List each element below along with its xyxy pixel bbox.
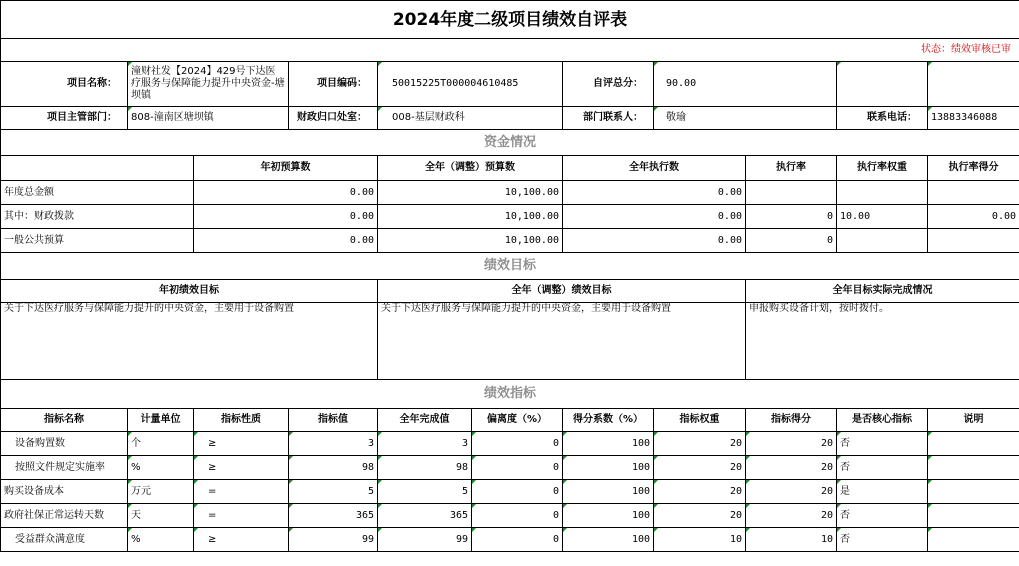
indicator-row [1, 480, 1019, 504]
ind-header-coef: 得分系数（%） [563, 409, 654, 432]
funds-row [1, 181, 1019, 205]
funds-executed[interactable]: 0.00 [563, 229, 746, 253]
project-name-value[interactable]: 潼财社发【2024】429号下达医疗服务与保障能力提升中央资金-塘坝镇 [128, 62, 289, 107]
ind-core[interactable]: 否 [837, 432, 928, 456]
ind-name: 按照文件规定实施率 [1, 456, 128, 480]
ind-header-core: 是否核心指标 [837, 409, 928, 432]
ind-actual[interactable]: 99 [378, 528, 472, 552]
project-code-label: 项目编码： [289, 62, 378, 107]
ind-deviation[interactable]: 0 [472, 456, 563, 480]
ind-weight[interactable]: 20 [654, 456, 746, 480]
funds-initial[interactable]: 0.00 [194, 229, 378, 253]
ind-actual[interactable]: 98 [378, 456, 472, 480]
dept-value[interactable]: 808-潼南区塘坝镇 [128, 107, 289, 130]
funds-weight[interactable] [837, 181, 928, 205]
funds-weight[interactable] [837, 229, 928, 253]
phone-value[interactable]: 13883346088 [928, 107, 1019, 130]
goals-adjusted-text[interactable]: 关于下达医疗服务与保障能力提升的中央资金，主要用于设备购置 [378, 303, 746, 380]
finance-value[interactable]: 008-基层财政科 [378, 107, 563, 130]
contact-value[interactable]: 敬瑜 [654, 107, 837, 130]
funds-row [1, 229, 1019, 253]
funds-row-label: 其中：财政拨款 [1, 205, 194, 229]
ind-core[interactable]: 否 [837, 528, 928, 552]
ind-weight[interactable]: 20 [654, 432, 746, 456]
ind-core[interactable]: 否 [837, 456, 928, 480]
funds-row-label: 一般公共预算 [1, 229, 194, 253]
ind-header-unit: 计量单位 [128, 409, 194, 432]
ind-unit[interactable]: % [128, 456, 194, 480]
dept-label: 项目主管部门： [1, 107, 128, 130]
ind-name: 受益群众满意度 [1, 528, 128, 552]
project-code-value[interactable]: 50015225T000004610485 [378, 62, 563, 107]
ind-nature[interactable]: = [194, 504, 289, 528]
ind-nature[interactable]: ≥ [194, 432, 289, 456]
ind-header-score: 指标得分 [746, 409, 837, 432]
indicator-row [1, 504, 1019, 528]
ind-core[interactable]: 否 [837, 504, 928, 528]
ind-header-target: 指标值 [289, 409, 378, 432]
funds-rate[interactable]: 0 [746, 229, 837, 253]
ind-score[interactable]: 20 [746, 480, 837, 504]
ind-header-weight: 指标权重 [654, 409, 746, 432]
ind-deviation[interactable]: 0 [472, 528, 563, 552]
ind-deviation[interactable]: 0 [472, 504, 563, 528]
funds-row-label: 年度总金额 [1, 181, 194, 205]
indicator-row [1, 456, 1019, 480]
ind-core[interactable]: 是 [837, 480, 928, 504]
ind-weight[interactable]: 20 [654, 504, 746, 528]
ind-coef[interactable]: 100 [563, 480, 654, 504]
ind-nature[interactable]: = [194, 480, 289, 504]
goals-section-title: 绩效目标 [1, 253, 1019, 280]
ind-actual[interactable]: 3 [378, 432, 472, 456]
ind-note[interactable] [928, 480, 1019, 504]
ind-target[interactable]: 365 [289, 504, 378, 528]
funds-executed[interactable]: 0.00 [563, 181, 746, 205]
self-score-label: 自评总分： [563, 62, 654, 107]
project-name-label: 项目名称： [1, 62, 128, 107]
funds-section-title: 资金情况 [1, 130, 1019, 156]
ind-score[interactable]: 10 [746, 528, 837, 552]
ind-weight[interactable]: 10 [654, 528, 746, 552]
funds-score[interactable]: 0.00 [928, 205, 1019, 229]
funds-weight[interactable]: 10.00 [837, 205, 928, 229]
ind-unit[interactable]: 天 [128, 504, 194, 528]
goals-actual-text[interactable]: 申报购买设备计划，按时拨付。 [746, 303, 1019, 380]
goals-header-adjusted: 全年（调整）绩效目标 [378, 280, 746, 303]
ind-header-nature: 指标性质 [194, 409, 289, 432]
indicators-section-title: 绩效指标 [1, 380, 1019, 409]
ind-deviation[interactable]: 0 [472, 432, 563, 456]
ind-note[interactable] [928, 504, 1019, 528]
funds-header-weight: 执行率权重 [837, 156, 928, 181]
ind-nature[interactable]: ≥ [194, 456, 289, 480]
contact-label: 部门联系人： [563, 107, 654, 130]
funds-score[interactable] [928, 181, 1019, 205]
ind-target[interactable]: 99 [289, 528, 378, 552]
ind-note[interactable] [928, 432, 1019, 456]
phone-label: 联系电话： [837, 107, 928, 130]
page-title: 2024年度二级项目绩效自评表 [1, 1, 1019, 39]
indicator-row [1, 528, 1019, 552]
funds-header-blank [1, 156, 194, 181]
ind-header-actual: 全年完成值 [378, 409, 472, 432]
goals-initial-text[interactable]: 关于下达医疗服务与保障能力提升的中央资金，主要用于设备购置 [1, 303, 378, 380]
goals-header-actual: 全年目标实际完成情况 [746, 280, 1019, 303]
ind-coef[interactable]: 100 [563, 528, 654, 552]
ind-nature[interactable]: ≥ [194, 528, 289, 552]
ind-deviation[interactable]: 0 [472, 480, 563, 504]
ind-target[interactable]: 5 [289, 480, 378, 504]
ind-score[interactable]: 20 [746, 432, 837, 456]
ind-actual[interactable]: 5 [378, 480, 472, 504]
indicator-row [1, 432, 1019, 456]
ind-score[interactable]: 20 [746, 504, 837, 528]
finance-label: 财政归口处室： [289, 107, 378, 130]
ind-note[interactable] [928, 528, 1019, 552]
ind-unit[interactable]: 万元 [128, 480, 194, 504]
ind-weight[interactable]: 20 [654, 480, 746, 504]
funds-adjusted[interactable]: 10,100.00 [378, 181, 563, 205]
funds-header-adjusted: 全年（调整）预算数 [378, 156, 563, 181]
funds-header-score: 执行率得分 [928, 156, 1019, 181]
ind-actual[interactable]: 365 [378, 504, 472, 528]
funds-initial[interactable]: 0.00 [194, 205, 378, 229]
ind-target[interactable]: 98 [289, 456, 378, 480]
funds-adjusted[interactable]: 10,100.00 [378, 229, 563, 253]
funds-header-initial: 年初预算数 [194, 156, 378, 181]
funds-score[interactable] [928, 229, 1019, 253]
funds-executed[interactable]: 0.00 [563, 205, 746, 229]
ind-coef[interactable]: 100 [563, 456, 654, 480]
ind-coef[interactable]: 100 [563, 504, 654, 528]
funds-initial[interactable]: 0.00 [194, 181, 378, 205]
empty-cell [928, 62, 1019, 107]
status-text: 状态：绩效审核已审 [1, 39, 1019, 62]
goals-header-initial: 年初绩效目标 [1, 280, 378, 303]
funds-header-executed: 全年执行数 [563, 156, 746, 181]
ind-coef[interactable]: 100 [563, 432, 654, 456]
ind-header-name: 指标名称 [1, 409, 128, 432]
ind-name: 设备购置数 [1, 432, 128, 456]
funds-adjusted[interactable]: 10,100.00 [378, 205, 563, 229]
ind-note[interactable] [928, 456, 1019, 480]
ind-unit[interactable]: 个 [128, 432, 194, 456]
ind-header-deviation: 偏离度（%） [472, 409, 563, 432]
funds-header-rate: 执行率 [746, 156, 837, 181]
ind-name: 政府社保正常运转天数 [1, 504, 128, 528]
ind-target[interactable]: 3 [289, 432, 378, 456]
empty-cell [837, 62, 928, 107]
ind-score[interactable]: 20 [746, 456, 837, 480]
self-score-value[interactable]: 90.00 [654, 62, 837, 107]
ind-name: 购买设备成本 [1, 480, 128, 504]
funds-rate[interactable] [746, 181, 837, 205]
ind-header-note: 说明 [928, 409, 1019, 432]
funds-rate[interactable]: 0 [746, 205, 837, 229]
ind-unit[interactable]: % [128, 528, 194, 552]
funds-row [1, 205, 1019, 229]
